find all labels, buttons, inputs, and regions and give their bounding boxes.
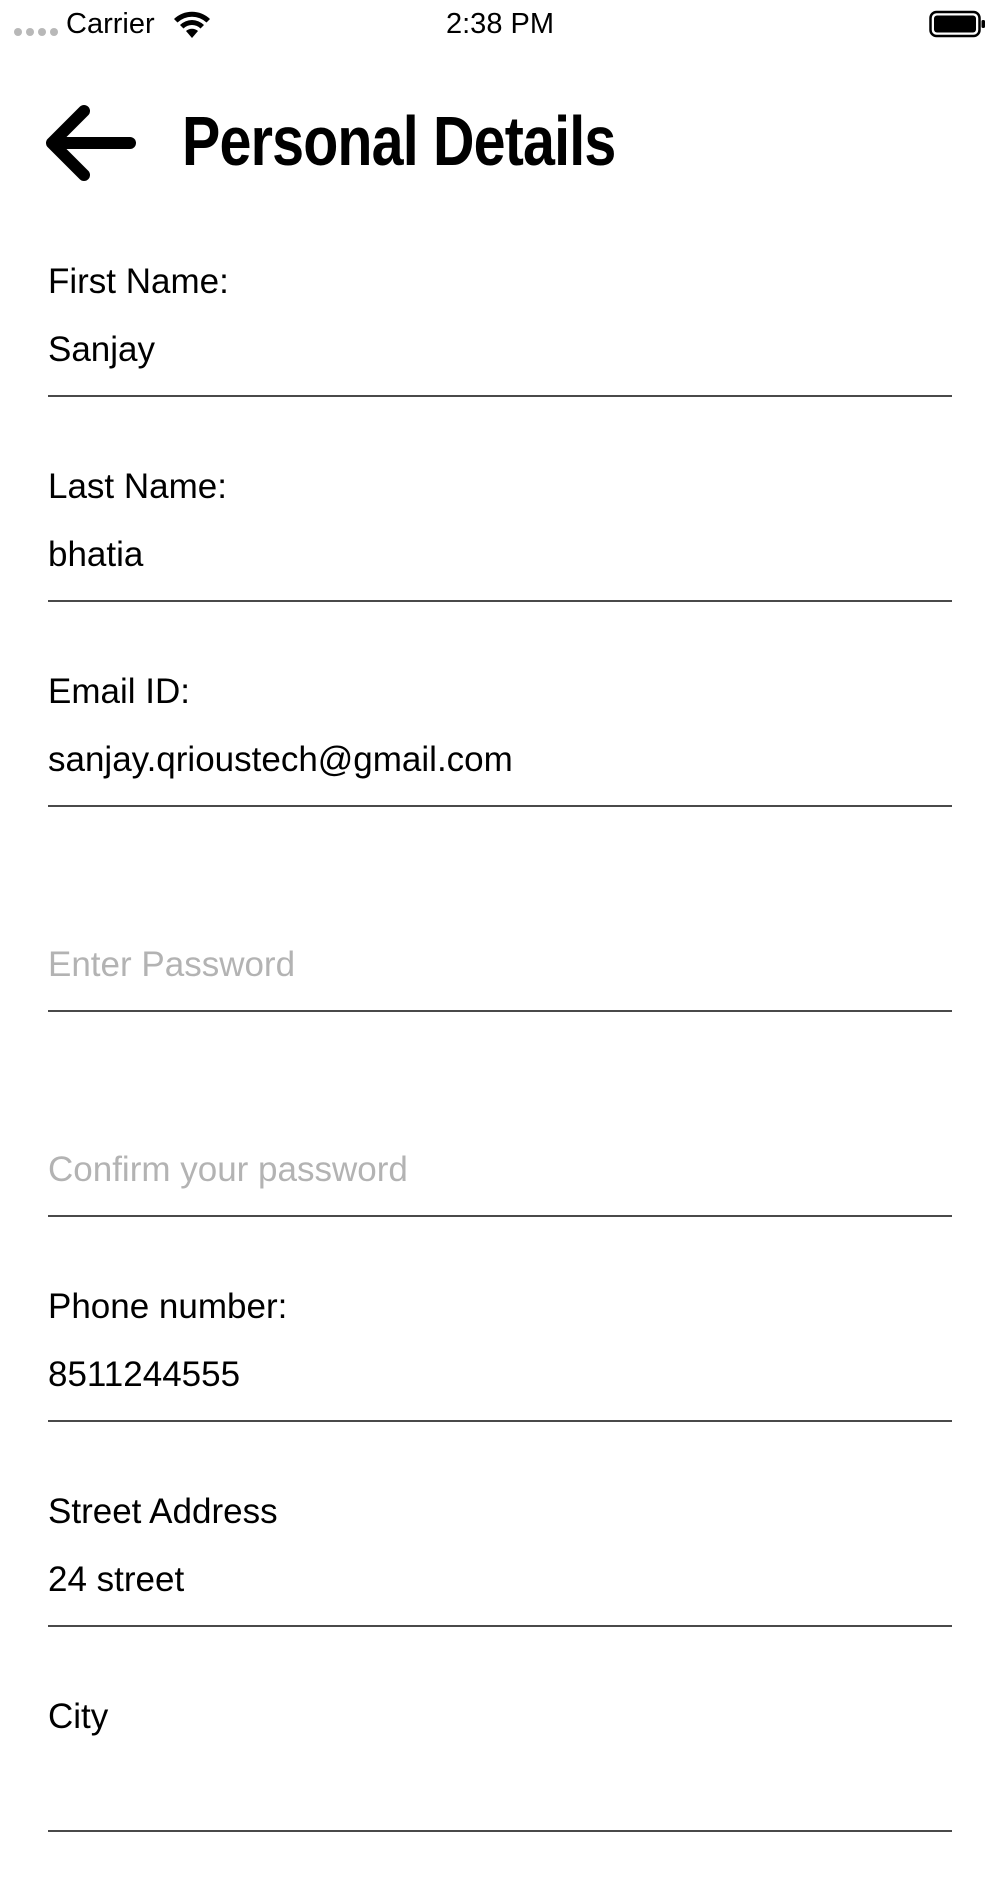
city-label: City (48, 1697, 109, 1736)
street-address-input[interactable] (48, 1559, 952, 1627)
status-time: 2:38 PM (446, 8, 554, 40)
street-address-field (48, 1478, 952, 1683)
password-input[interactable] (48, 944, 952, 1012)
city-input[interactable] (48, 1764, 952, 1832)
phone-field (48, 1273, 952, 1478)
confirm-password-input[interactable] (48, 1149, 952, 1217)
arrow-left-icon (44, 105, 136, 181)
phone-input[interactable] (48, 1354, 952, 1422)
city-field (48, 1683, 952, 1888)
street-address-label: Street Address (48, 1492, 278, 1531)
status-bar (0, 0, 1000, 48)
confirm-password-field (48, 1068, 952, 1273)
email-input[interactable] (48, 739, 952, 807)
phone-label: Phone number: (48, 1287, 288, 1326)
last-name-input[interactable] (48, 534, 952, 602)
battery-icon (929, 10, 987, 38)
first-name-field (48, 248, 952, 453)
personal-details-form (48, 248, 952, 1888)
email-label: Email ID: (48, 672, 190, 711)
last-name-label: Last Name: (48, 467, 227, 506)
carrier-label: Carrier (66, 8, 155, 40)
password-field (48, 863, 952, 1068)
last-name-field (48, 453, 952, 658)
first-name-label: First Name: (48, 262, 229, 301)
email-field (48, 658, 952, 863)
back-button[interactable] (44, 105, 136, 181)
first-name-input[interactable] (48, 329, 952, 397)
page-title: Personal Details (182, 102, 616, 180)
header (0, 95, 1000, 190)
